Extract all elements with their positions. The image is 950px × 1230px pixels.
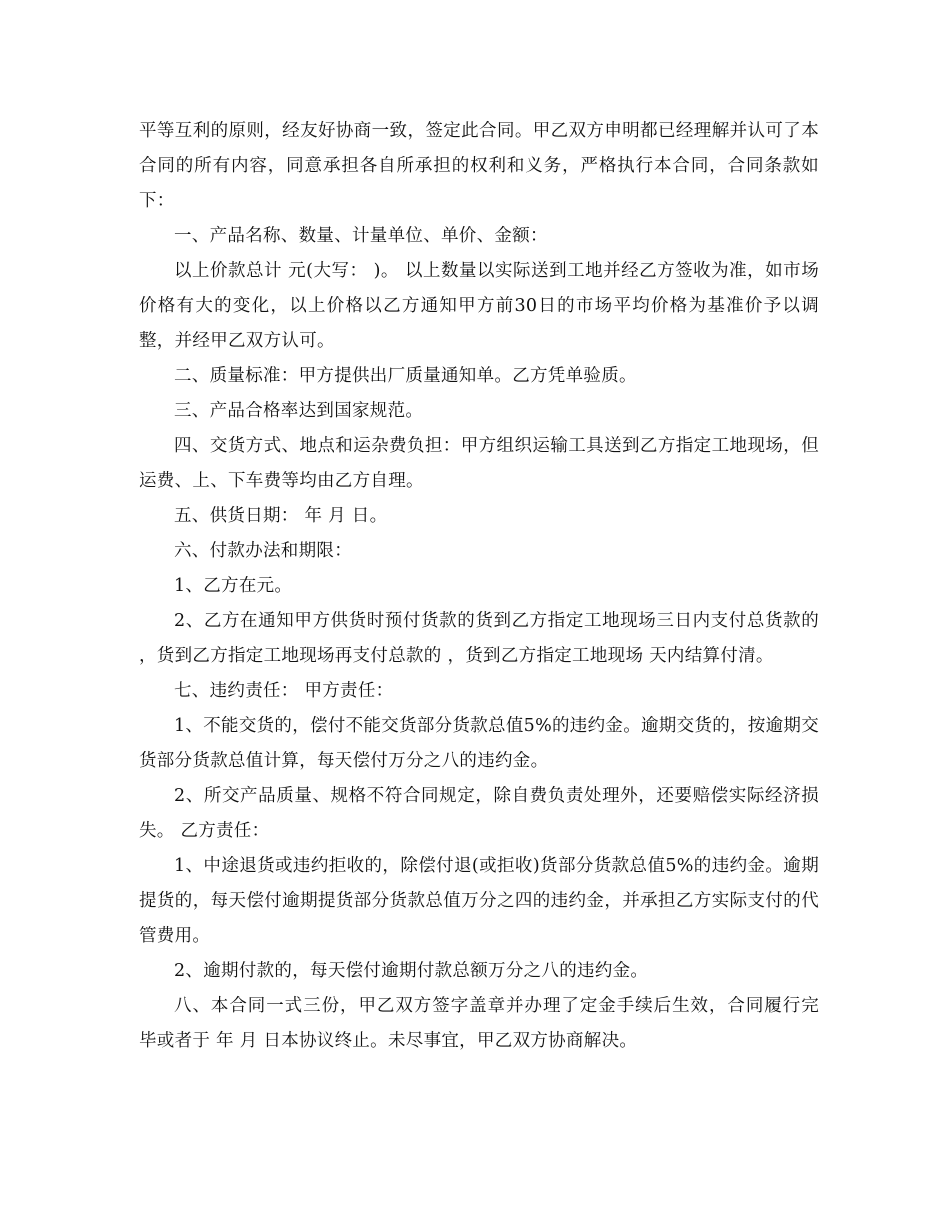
paragraph-price-total: 以上价款总计 元(大写： )。 以上数量以实际送到工地并经乙方签收为准，如市场价格有大的变化，以上价格以乙方通知甲方前30日的市场平均价格为基准价予以调整，并经甲乙双方认可。 [139, 261, 819, 351]
paragraph-clause-5: 五、供货日期： 年 月 日。 [174, 506, 388, 526]
paragraph-preamble: 平等互利的原则，经友好协商一致，签定此合同。甲乙双方申明都已经理解并认可了本合同的所有内容，同意承担各自所承担的权利和义务，严格执行本合同，合同条款如下： [139, 121, 819, 211]
paragraph-party-a-2: 2、所交产品质量、规格不符合同规定，除自费负责处理外，还要赔偿实际经济损失。 乙方责任： [139, 786, 819, 841]
paragraph-party-b-1: 1、中途退货或违约拒收的，除偿付退(或拒收)货部分货款总值5%的违约金。逾期提货的，每天偿付逾期提货部分货款总值万分之四的违约金，并承担乙方实际支付的代管费用。 [139, 856, 819, 946]
paragraph-clause-1: 一、产品名称、数量、计量单位、单价、金额： [174, 226, 548, 246]
paragraph-clause-6: 六、付款办法和期限： [174, 541, 352, 561]
paragraph-clause-7: 七、违约责任： 甲方责任： [174, 681, 394, 701]
paragraph-payment-2: 2、乙方在通知甲方供货时预付货款的货到乙方指定工地现场三日内支付总货款的 ，货到乙方指定工地现场再支付总款的 ，货到乙方指定工地现场 天内结算付清。 [139, 611, 819, 666]
paragraph-clause-8: 八、本合同一式三份，甲乙双方签字盖章并办理了定金手续后生效，合同履行完 毕或者于 年 月 日本协议终止。未尽事宜，甲乙双方协商解决。 [139, 996, 819, 1051]
paragraph-party-a-1: 1、不能交货的，偿付不能交货部分货款总值5%的违约金。逾期交货的，按逾期交货部分货款总值计算，每天偿付万分之八的违约金。 [139, 716, 819, 771]
paragraph-clause-4: 四、交货方式、地点和运杂费负担：甲方组织运输工具送到乙方指定工地现场，但运费、上、下车费等均由乙方自理。 [139, 436, 819, 491]
paragraph-clause-3: 三、产品合格率达到国家规范。 [174, 401, 424, 421]
paragraph-party-b-2: 2、逾期付款的，每天偿付逾期付款总额万分之八的违约金。 [174, 961, 649, 981]
paragraph-clause-2: 二、质量标准：甲方提供出厂质量通知单。乙方凭单验质。 [174, 366, 637, 386]
paragraph-payment-1: 1、乙方在元。 [174, 576, 293, 596]
contract-body [139, 114, 819, 1059]
